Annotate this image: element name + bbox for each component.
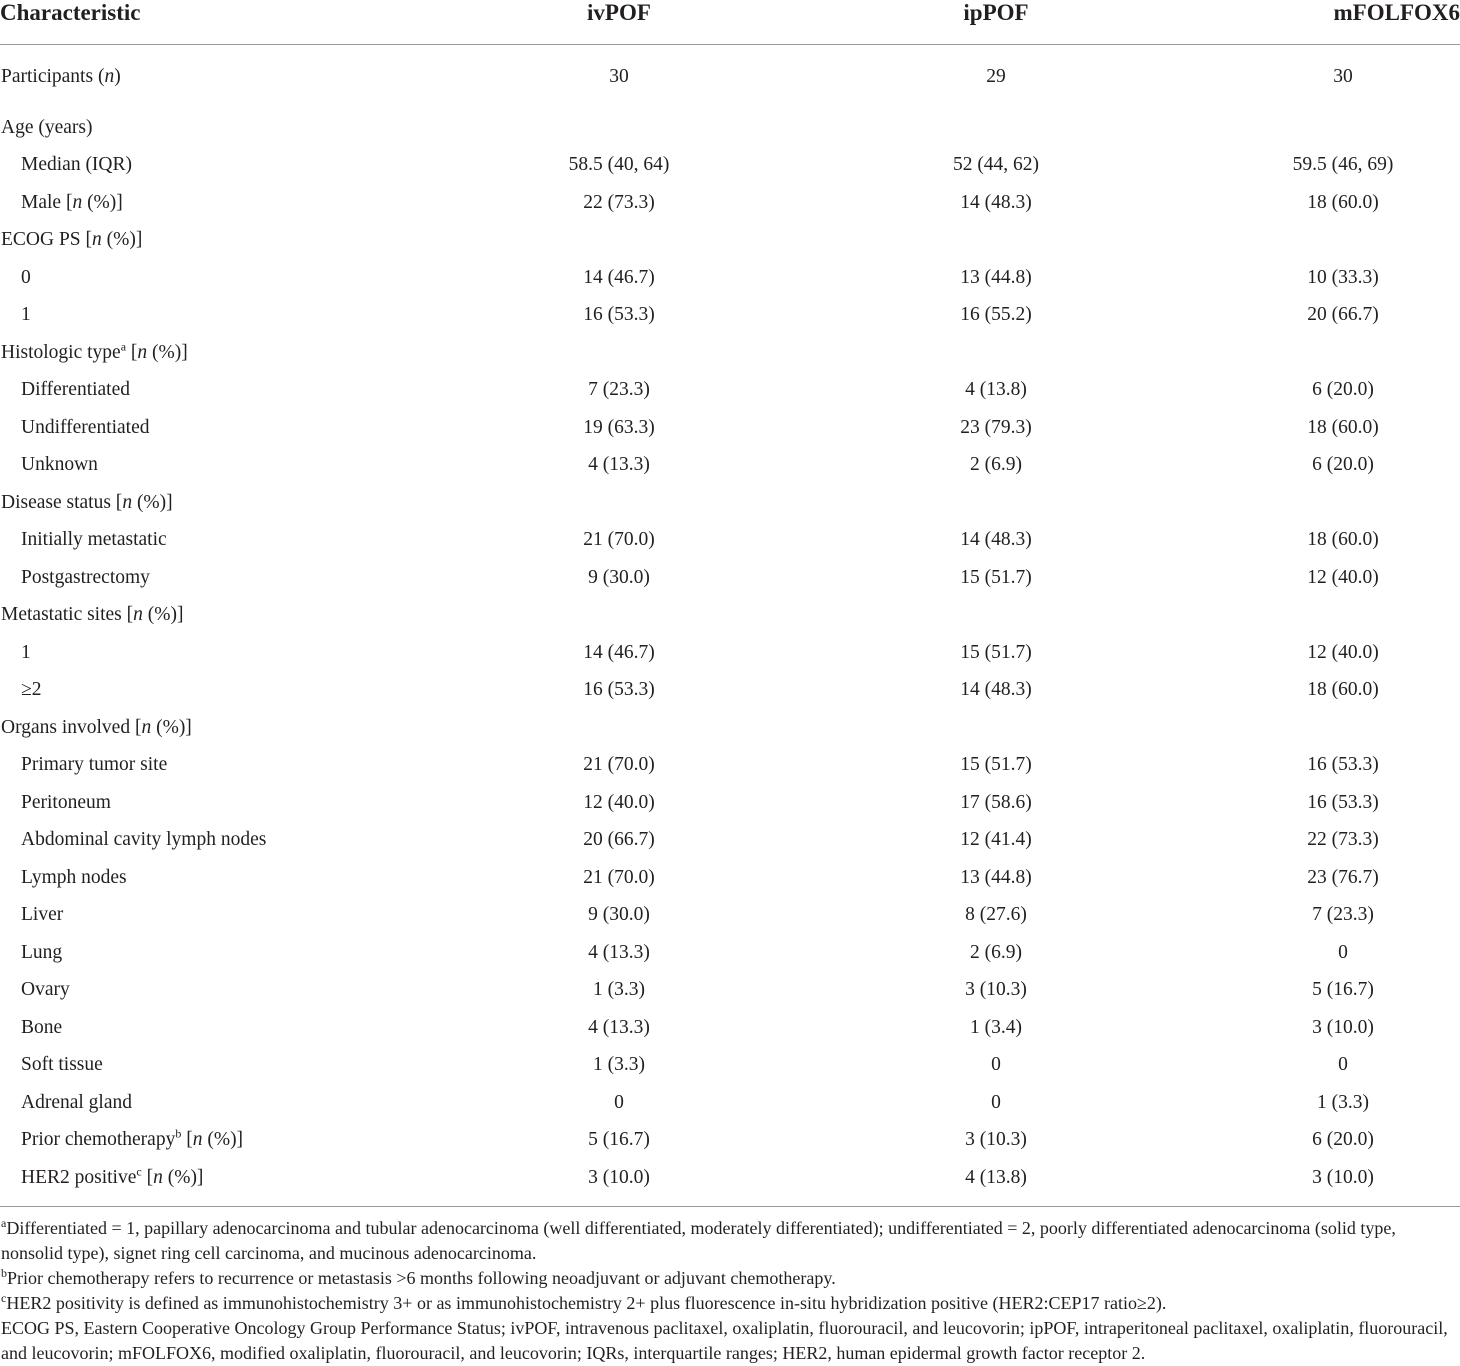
cell-ippof: 14 (48.3) [960,191,1032,213]
header-ippof: ipPOF [963,0,1029,25]
cell-mfolfox6 [1184,222,1460,260]
cell-mfolfox6: 18 (60.0) [1307,191,1379,213]
footnote-b-text: $^b$Prior chemotherapy refers to recurrence or metastasis >6 months following neoadjuvant or adjuvant chemotherapy. [1,1265,836,1288]
cell-ivpof: 5 (16.7) [588,1129,650,1151]
table-row [0,709,1460,747]
row-label: ≥2 [21,679,42,701]
row-label: Adrenal gland [21,1091,133,1113]
table-row [0,484,1460,522]
cell-ivpof [430,709,808,747]
cell-mfolfox6: 59.5 (46, 69) [1292,154,1394,176]
row-label: Lung [21,941,63,963]
cell-mfolfox6: 7 (23.3) [1312,904,1374,926]
row-label: Lymph nodes [21,866,127,888]
cell-mfolfox6: 18 (60.0) [1307,529,1379,551]
row-label: Histologic type$^a$ [n (%)] [1,339,188,363]
cell-ivpof: 9 (30.0) [588,904,650,926]
cell-mfolfox6 [1184,709,1460,747]
cell-ippof: 3 (10.3) [965,1129,1027,1151]
table-row [0,184,1460,222]
cell-ivpof [430,109,808,147]
table-row [0,259,1460,297]
cell-ippof: 2 (6.9) [970,454,1022,476]
row-label: 1 [21,304,31,326]
row-label: Abdominal cavity lymph nodes [21,829,267,851]
table-row [0,409,1460,447]
table-row [0,45,1460,110]
footnote-abbreviations [1,1316,1460,1366]
cell-ippof [808,709,1184,747]
table-row [0,522,1460,560]
row-label: Prior chemotherapy$^b$ [n (%)] [21,1126,244,1151]
cell-mfolfox6: 3 (10.0) [1312,1016,1374,1038]
footnote-a [1,1216,1460,1266]
cell-ivpof: 21 (70.0) [583,866,655,888]
footnote-a-text: $^a$Differentiated = 1, papillary adenocarcinoma and tubular adenocarcinoma (well differentiated, moderately differentiated); undifferentiated = 2, poorly differentiated adenocarcinoma (solid type, nonsolid type), signet ring cell carcinoma, and mucinous adenocarcinoma. [1,1215,1396,1263]
cell-ippof: 1 (3.4) [970,1016,1022,1038]
table-row [0,672,1460,710]
table-row [0,859,1460,897]
table-row [0,222,1460,260]
table-row [0,934,1460,972]
table-row [0,1047,1460,1085]
cell-ivpof: 1 (3.3) [593,979,645,1001]
cell-mfolfox6: 23 (76.7) [1307,866,1379,888]
cell-ivpof: 16 (53.3) [583,304,655,326]
cell-ippof: 29 [986,66,1006,87]
table-row [0,147,1460,185]
table-row [0,559,1460,597]
table-row [0,1122,1460,1160]
cell-ippof [808,109,1184,147]
table-row [0,1084,1460,1122]
row-label: Unknown [21,454,98,476]
row-label: Median (IQR) [21,154,133,176]
cell-ivpof: 3 (10.0) [588,1166,650,1188]
header-row [0,0,1460,45]
cell-ippof: 23 (79.3) [960,416,1032,438]
footnote-c [1,1291,1460,1316]
cell-ivpof: 9 (30.0) [588,566,650,588]
cell-ivpof [430,334,808,372]
cell-ivpof: 12 (40.0) [583,791,655,813]
cell-ippof: 52 (44, 62) [952,154,1040,176]
row-label: Soft tissue [21,1054,103,1076]
header-characteristic: Characteristic [0,0,141,25]
table-row [0,1159,1460,1197]
cell-mfolfox6 [1184,484,1460,522]
table-row [0,784,1460,822]
cell-ivpof [430,222,808,260]
cell-ippof: 14 (48.3) [960,679,1032,701]
row-label: Participants (n) [1,66,121,87]
cell-ippof: 13 (44.8) [960,866,1032,888]
row-label: Peritoneum [21,791,111,813]
cell-ivpof: 4 (13.3) [588,454,650,476]
cell-mfolfox6: 20 (66.7) [1307,304,1379,326]
table-row [0,822,1460,860]
row-label: Organs involved [n (%)] [1,716,192,738]
row-label: Initially metastatic [21,529,167,551]
table-row [0,972,1460,1010]
cell-mfolfox6: 5 (16.7) [1312,979,1374,1001]
cell-ivpof: 30 [609,66,629,87]
cell-ivpof: 58.5 (40, 64) [568,154,670,176]
cell-ippof: 15 (51.7) [960,754,1032,776]
cell-ippof: 4 (13.8) [965,1166,1027,1188]
cell-ivpof: 22 (73.3) [583,191,655,213]
cell-ivpof: 1 (3.3) [593,1054,645,1076]
cell-mfolfox6: 10 (33.3) [1307,266,1379,288]
cell-mfolfox6: 18 (60.0) [1307,416,1379,438]
cell-mfolfox6: 12 (40.0) [1307,641,1379,663]
footnotes [0,1207,1460,1366]
header-ivpof: ivPOF [587,0,651,25]
cell-ivpof: 21 (70.0) [583,754,655,776]
table-row [0,334,1460,372]
row-label: Metastatic sites [n (%)] [1,604,184,626]
cell-ivpof: 21 (70.0) [583,529,655,551]
cell-ivpof: 20 (66.7) [583,829,655,851]
cell-mfolfox6: 6 (20.0) [1312,454,1374,476]
cell-mfolfox6: 1 (3.3) [1317,1091,1369,1113]
cell-mfolfox6: 0 [1338,941,1348,963]
cell-ivpof: 19 (63.3) [583,416,655,438]
row-label: Age (years) [1,116,93,138]
row-label: Undifferentiated [21,416,150,438]
table-row [0,447,1460,485]
cell-ippof: 14 (48.3) [960,529,1032,551]
cell-ippof: 13 (44.8) [960,266,1032,288]
cell-mfolfox6: 6 (20.0) [1312,379,1374,401]
cell-ippof: 15 (51.7) [960,566,1032,588]
cell-ippof: 2 (6.9) [970,941,1022,963]
table-row [0,747,1460,785]
cell-ippof: 4 (13.8) [965,379,1027,401]
table-row [0,897,1460,935]
footnote-c-text: $^c$HER2 positivity is defined as immunohistochemistry 3+ or as immunohistochemistry 2+ plus fluorescence in-situ hybridization positive (HER2:CEP17 ratio≥2). [1,1290,1167,1313]
cell-ippof: 0 [991,1054,1001,1076]
row-label: Bone [21,1016,63,1038]
row-label: 0 [21,266,31,288]
cell-ippof: 17 (58.6) [960,791,1032,813]
cell-mfolfox6: 12 (40.0) [1307,566,1379,588]
footnote-abbreviations-text: ECOG PS, Eastern Cooperative Oncology Group Performance Status; ivPOF, intravenous paclitaxel, oxaliplatin, fluorouracil, and leucovorin; ipPOF, intraperitoneal paclitaxel, oxaliplatin, fluorouracil, and leucovorin; mFOLFOX6, modified oxaliplatin, fluorouracil, and leucovorin; IQRs, interquartile ranges; HER2, human epidermal growth factor receptor 2. [1,1317,1448,1363]
cell-mfolfox6 [1184,109,1460,147]
table-body [0,45,1460,1197]
cell-mfolfox6: 18 (60.0) [1307,679,1379,701]
row-label: 1 [21,641,31,663]
cell-mfolfox6: 6 (20.0) [1312,1129,1374,1151]
cell-ivpof: 16 (53.3) [583,679,655,701]
footnote-b [1,1266,1460,1291]
table-row [0,109,1460,147]
cell-ippof: 0 [991,1091,1001,1113]
cell-ippof [808,222,1184,260]
cell-mfolfox6: 16 (53.3) [1307,754,1379,776]
cell-ippof [808,484,1184,522]
row-label: Primary tumor site [21,754,168,776]
cell-mfolfox6 [1184,334,1460,372]
cell-mfolfox6: 0 [1338,1054,1348,1076]
cell-ivpof [430,597,808,635]
cell-ippof: 3 (10.3) [965,979,1027,1001]
cell-ivpof: 14 (46.7) [583,641,655,663]
cell-ippof: 15 (51.7) [960,641,1032,663]
cell-ivpof: 14 (46.7) [583,266,655,288]
cell-mfolfox6: 3 (10.0) [1312,1166,1374,1188]
cell-ivpof [430,484,808,522]
cell-mfolfox6: 30 [1333,66,1353,87]
cell-ippof [808,597,1184,635]
cell-ippof: 8 (27.6) [965,904,1027,926]
row-label: Male [n (%)] [21,191,123,213]
row-label: Postgastrectomy [21,566,150,588]
cell-ivpof: 0 [614,1091,624,1113]
table-row [0,1009,1460,1047]
row-label: Differentiated [21,379,131,401]
cell-ippof: 12 (41.4) [960,829,1032,851]
cell-mfolfox6 [1184,597,1460,635]
cell-ivpof: 4 (13.3) [588,1016,650,1038]
row-label: Ovary [21,979,70,1001]
row-label: HER2 positive$^c$ [n (%)] [21,1164,204,1188]
row-label: ECOG PS [n (%)] [1,229,143,251]
table-row [0,372,1460,410]
cell-ippof: 16 (55.2) [960,304,1032,326]
header-mfolfox6: mFOLFOX6 [1333,0,1460,25]
cell-mfolfox6: 22 (73.3) [1307,829,1379,851]
row-label: Disease status [n (%)] [1,491,173,513]
cell-mfolfox6: 16 (53.3) [1307,791,1379,813]
cell-ivpof: 7 (23.3) [588,379,650,401]
cell-ippof [808,334,1184,372]
row-label: Liver [21,904,64,926]
table-row [0,597,1460,635]
table-row [0,297,1460,335]
table-row [0,634,1460,672]
cell-ivpof: 4 (13.3) [588,941,650,963]
